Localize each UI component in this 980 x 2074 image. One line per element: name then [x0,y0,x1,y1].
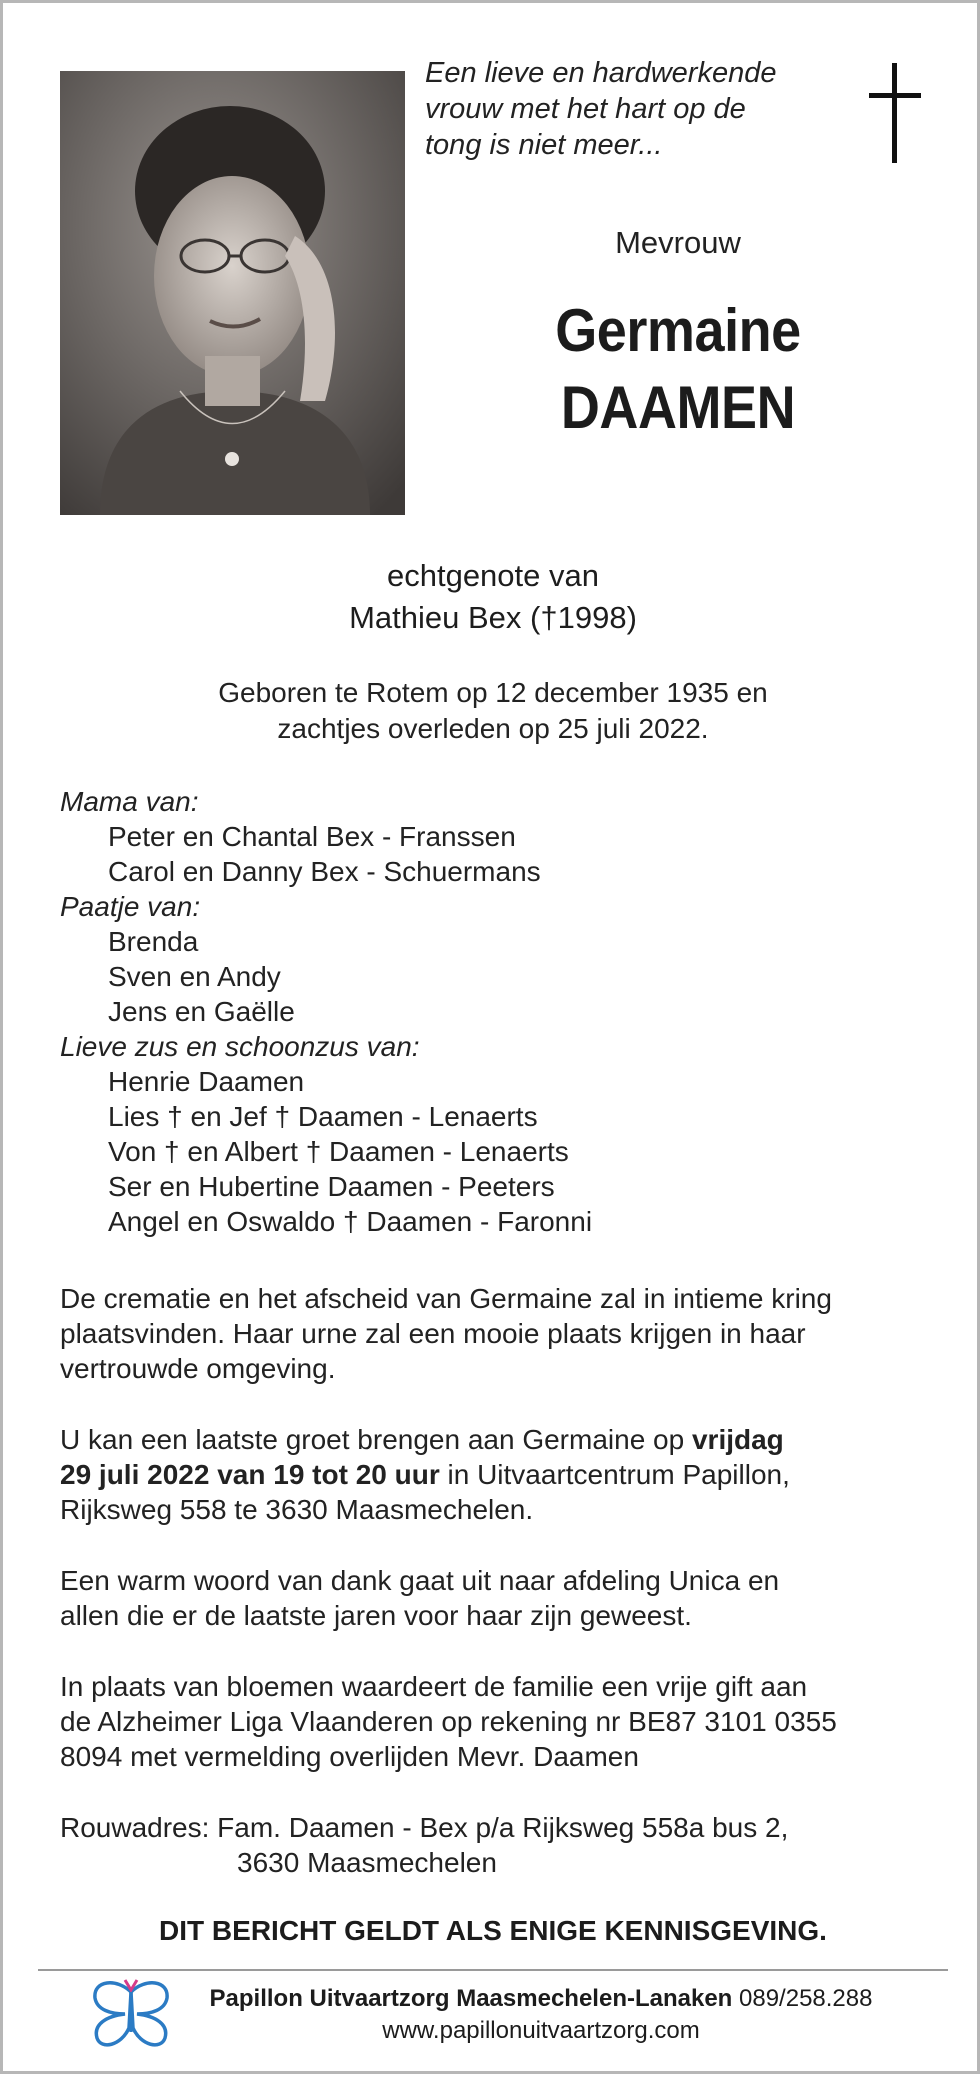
family-member: Von † en Albert † Daamen - Lenaerts [108,1136,569,1167]
latin-cross-icon [865,63,925,163]
address-line: 3630 Maasmechelen [237,1847,497,1878]
family-member: Carol en Danny Bex - Schuermans [108,856,541,887]
portrait-photo [60,71,405,515]
birth-death-dates [3,675,980,747]
family-heading: Paatje van: [60,891,201,922]
funeral-home-footer [181,1983,901,2047]
last-name: DAAMEN [560,374,796,441]
family-list [60,784,592,1239]
family-heading: Lieve zus en schoonzus van: [60,1031,420,1062]
cremation-paragraph [60,1281,940,1386]
birth-line: Geboren te Rotem op 12 december 1935 en [218,677,768,708]
family-heading: Mama van: [60,786,199,817]
address-line: Rouwadres: Fam. Daamen - Bex p/a Rijksweg 558a bus 2, [60,1812,789,1843]
family-member: Jens en Gaëlle [108,996,295,1027]
farewell-datetime: 29 juli 2022 van 19 tot 20 uur [60,1459,440,1490]
first-name: Germaine [555,297,801,364]
paragraph-line [60,1457,940,1492]
intro-line: vrouw met het hart op de [425,93,746,125]
paragraph-line: Rijksweg 558 te 3630 Maasmechelen. [60,1494,534,1525]
intro-line: Een lieve en hardwerkende [425,57,777,89]
family-member: Henrie Daamen [108,1066,305,1097]
paragraph-line: 8094 met vermelding overlijden Mevr. Daamen [60,1741,639,1772]
paragraph-text: in Uitvaartcentrum Papillon, [439,1459,790,1490]
paragraph-line: Een warm woord van dank gaat uit naar afdeling Unica en [60,1565,780,1596]
company-name: Papillon Uitvaartzorg Maasmechelen-Lanaken [209,1985,733,2012]
company-phone: 089/258.288 [732,1985,873,2012]
spouse-line: echtgenote van [386,558,599,593]
paragraph-text: U kan een laatste groet brengen aan Germaine op [60,1424,692,1455]
spouse-name: Mathieu Bex (†1998) [349,600,637,635]
family-member: Peter en Chantal Bex - Franssen [108,821,516,852]
company-website[interactable]: www.papillonuitvaartzorg.com [382,2017,700,2044]
paragraph-line: plaatsvinden. Haar urne zal een mooie plaats krijgen in haar [60,1318,806,1349]
family-member: Angel en Oswaldo † Daamen - Faronni [108,1206,593,1237]
paragraph-line: In plaats van bloemen waardeert de familie een vrije gift aan [60,1671,808,1702]
paragraph-line [60,1422,940,1457]
farewell-day: vrijdag [691,1424,784,1455]
farewell-paragraph [60,1422,940,1527]
butterfly-logo-icon [87,1976,175,2052]
notice-statement: DIT BERICHT GELDT ALS ENIGE KENNISGEVING. [159,1915,827,1946]
intro-line: tong is niet meer... [425,129,663,161]
paragraph-line: allen die er de laatste jaren voor haar zijn geweest. [60,1600,692,1631]
footer-divider [38,1969,948,1971]
thanks-paragraph [60,1563,940,1633]
spouse-block [3,555,980,639]
paragraph-line: De crematie en het afscheid van Germaine zal in intieme kring [60,1283,832,1314]
paragraph-line: de Alzheimer Liga Vlaanderen op rekening nr BE87 3101 0355 [60,1706,837,1737]
family-member: Ser en Hubertine Daamen - Peeters [108,1171,555,1202]
intro-text [425,55,845,163]
family-member: Sven en Andy [108,961,281,992]
footer-line [181,1983,901,2015]
mourning-address [60,1810,788,1880]
donation-paragraph [60,1669,940,1774]
family-member: Lies † en Jef † Daamen - Lenaerts [108,1101,538,1132]
paragraph-line: vertrouwde omgeving. [60,1353,336,1384]
death-line: zachtjes overleden op 25 juli 2022. [277,713,709,744]
honorific: Mevrouw [615,225,741,260]
family-member: Brenda [108,926,199,957]
